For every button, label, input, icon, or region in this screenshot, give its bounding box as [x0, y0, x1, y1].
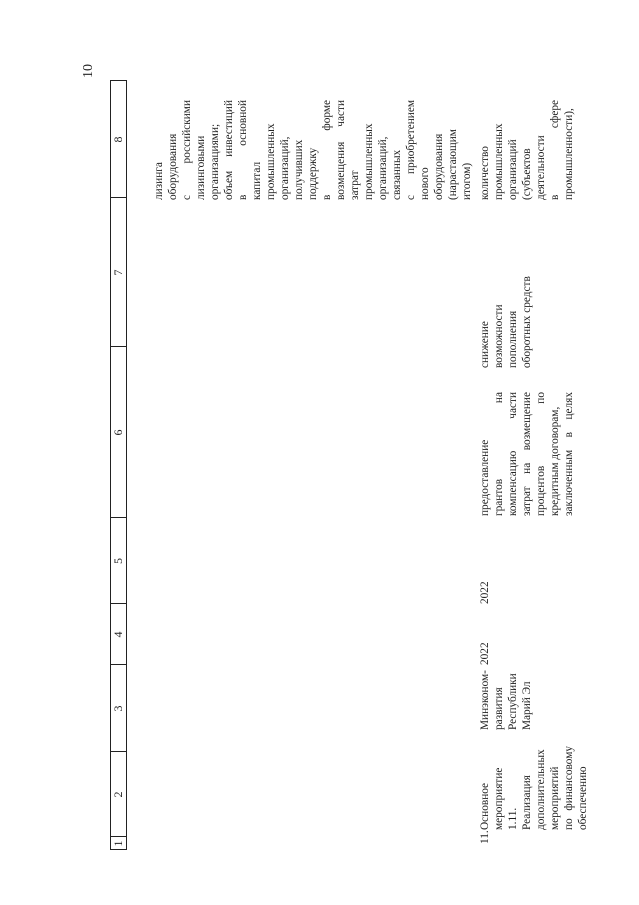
cell-col2-measure [478, 746, 590, 830]
text-line: грантов на [493, 392, 505, 516]
text-line: лизинга [153, 162, 165, 200]
page-number: 10 [81, 64, 96, 78]
cell-col3-executor [478, 668, 534, 730]
column-number-3: 3 [111, 705, 125, 712]
text-line: с приобретением [405, 100, 417, 200]
text-line: в сфере [549, 100, 561, 200]
cell-col4-start-year [478, 604, 492, 665]
text-line: поддержку [307, 147, 319, 200]
text-line: оборотных средств [521, 276, 533, 368]
text-line: оборудования [433, 133, 445, 200]
text-line: Основное [479, 782, 491, 830]
text-line: мероприятие 1.11. [493, 767, 519, 830]
column-number-6: 6 [111, 429, 125, 436]
text-line: пополнения [507, 310, 519, 368]
text-line: Марий Эл [521, 681, 533, 730]
text-line: 2022 [479, 642, 491, 665]
text-line: возмещения части [335, 100, 347, 200]
text-line: компенсацию части [507, 392, 519, 516]
text-line: объем инвестиций [223, 100, 235, 200]
column-number-7: 7 [111, 269, 125, 276]
text-line: Минэконом- [479, 670, 491, 730]
text-line: нового [419, 167, 431, 200]
text-line: в форме [321, 100, 333, 200]
cell-col8-indicator [478, 100, 576, 200]
text-line: (нарастающим [447, 129, 459, 200]
text-line: снижение [479, 321, 491, 368]
text-line: возможности [493, 304, 505, 368]
cell-col6-result [478, 392, 576, 516]
text-line: промышленности), [563, 108, 575, 200]
text-line: 2022 [479, 581, 491, 604]
column-number-2: 2 [111, 791, 125, 798]
text-line: Реализация [521, 775, 533, 830]
cell-col5-end-year [478, 518, 492, 604]
text-line: количество [479, 146, 491, 200]
text-line: (субъектов [521, 148, 533, 200]
text-line: деятельности [535, 135, 547, 200]
column-number-8: 8 [111, 136, 125, 143]
text-line: по финансовому [563, 746, 575, 830]
text-line: обеспечению [577, 766, 589, 830]
table-sheet [110, 80, 589, 850]
text-line: связанных [391, 149, 403, 200]
text-line: организациями; [209, 123, 221, 200]
text-line: предоставление [479, 439, 491, 516]
text-line: лизинговыми [195, 135, 207, 200]
text-line: оборудования [167, 133, 179, 200]
text-line: капитал [251, 161, 263, 200]
text-line: промышленных [265, 123, 277, 200]
text-line: получивших [293, 139, 305, 200]
text-line: процентов по [535, 392, 547, 516]
text-line: с российскими [181, 100, 193, 200]
column-number-4: 4 [111, 631, 125, 638]
column-number-1: 1 [111, 840, 125, 847]
text-line: затрат на возмещение [521, 392, 533, 516]
text-line: организаций, [279, 136, 291, 200]
text-line: развития [493, 687, 505, 730]
text-line: промышленных [493, 123, 505, 200]
text-line: дополнительных [535, 749, 547, 830]
text-line: организаций [507, 139, 519, 200]
row-number: 11. [479, 830, 491, 844]
continued-cell-col8 [152, 100, 474, 200]
text-line: кредитным договорам, [549, 406, 561, 516]
text-line: организаций, [377, 136, 389, 200]
text-line: итогом) [461, 162, 473, 200]
text-line: заключенным в целях [563, 392, 575, 516]
text-line: Республики [507, 673, 519, 730]
text-line: мероприятий [549, 766, 561, 830]
text-line: промышленных [363, 123, 375, 200]
text-line: затрат [349, 170, 361, 200]
text-line: в основной [237, 100, 249, 200]
column-number-5: 5 [111, 558, 125, 564]
table-header-rule [126, 80, 127, 850]
cell-col7-consequences [478, 268, 534, 368]
